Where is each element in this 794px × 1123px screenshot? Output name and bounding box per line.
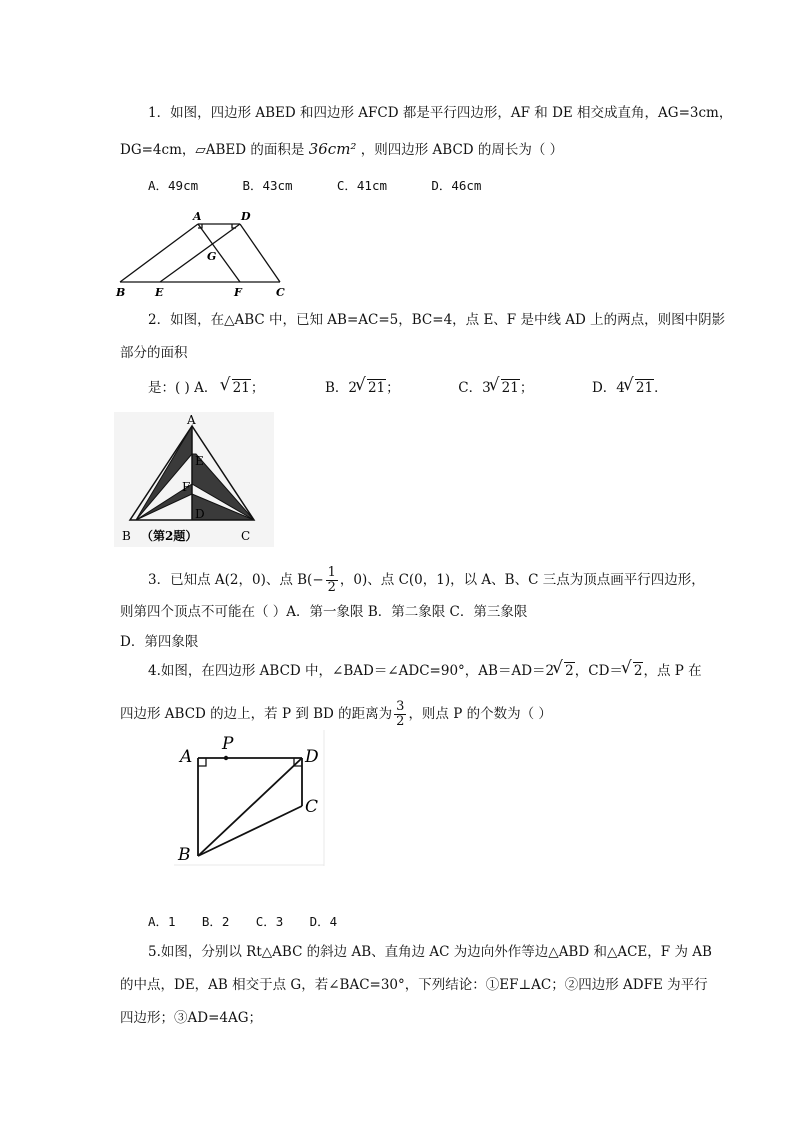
q4-label-b: B — [178, 845, 191, 865]
q1-seg-dc — [240, 224, 280, 282]
q2-option-a-sqrt[interactable] — [222, 378, 251, 398]
q4-sqrt-ab — [554, 661, 575, 681]
q2-label-d: D — [195, 507, 205, 521]
q2-radicand-b: 21 — [367, 380, 386, 396]
q4-option-c[interactable]: C．3 — [255, 914, 284, 929]
q2-stem: 是：( ) A． — [148, 380, 218, 396]
q2-label-e: E — [195, 454, 204, 468]
q1-label-b: B — [116, 286, 126, 299]
q3-line2: 则第四个顶点不可能在（ ）A．第一象限 B．第二象限 C．第三象限 — [120, 604, 528, 620]
q1-seg-af — [198, 224, 240, 282]
q4-label-d: D — [305, 747, 319, 767]
q2-label-a: A — [187, 413, 196, 427]
q2-label-f: F — [182, 480, 191, 494]
q4-line2-post: ，则点 P 的个数为（ ） — [408, 706, 552, 722]
q2-option-d[interactable]: D．4 — [591, 380, 625, 396]
q2-radicand-a: 21 — [232, 380, 250, 396]
q4-label-a: A — [180, 747, 193, 767]
q4-line2-pre: 四边形 ABCD 的边上，若 P 到 BD 的距离为 — [120, 706, 393, 722]
q3-line1 — [148, 566, 705, 595]
q3-fraction — [326, 566, 338, 595]
q1-line2-pre: DG=4cm，▱ABED 的面积是 — [120, 142, 305, 158]
q2-option-c-sqrt — [491, 378, 520, 398]
q4-right-angle-a — [198, 758, 206, 766]
q4-tail: ，点 P 在 — [643, 663, 702, 679]
q1-line2 — [120, 139, 563, 160]
q2-line2: 部分的面积 — [120, 345, 188, 361]
q1-label-e: E — [155, 286, 164, 299]
q1-label-c: C — [276, 286, 285, 299]
q4-seg-bc — [198, 806, 302, 856]
q4-line2 — [120, 700, 552, 729]
q1-label-a: A — [193, 210, 202, 223]
q4-sqrt-cd — [623, 661, 644, 681]
q2-sep-c: ； — [519, 380, 534, 396]
q1-seg-ab — [120, 224, 198, 282]
q5-line2: 的中点，DE，AB 相交于点 G，若∠BAC=30°，下列结论：①EF⊥AC；②四边形 ADFE 为平行 — [120, 977, 708, 993]
q4-frac-den: 2 — [396, 714, 405, 729]
q1-seg-ed — [160, 224, 240, 282]
q4-label-p: P — [222, 734, 234, 754]
q1-line2-post: ，则四边形 ABCD 的周长为（ ） — [360, 142, 564, 158]
q2-radicand-c: 21 — [501, 380, 519, 396]
q1-options — [148, 176, 521, 196]
q4-label-c: C — [305, 797, 319, 817]
q1-label-f: F — [234, 286, 242, 299]
q2-caption: （第2题） — [141, 529, 198, 543]
q4-option-a[interactable]: A．1 — [148, 914, 176, 929]
q4-cd: ，CD＝ — [574, 663, 623, 679]
q4-option-b[interactable]: B．2 — [201, 914, 230, 929]
q1-option-a[interactable]: A．49cm — [148, 178, 199, 193]
q5-line1: 5.如图，分别以 Rt△ABC 的斜边 AB、直角边 AC 为边向外作等边△ABD 和△ACE，F 为 AB — [148, 944, 712, 960]
q4-radicand-ab: 2 — [565, 663, 574, 679]
q2-label-c: C — [241, 529, 251, 543]
q2-option-d-sqrt — [625, 378, 654, 398]
q2-sep-a: ； — [250, 380, 265, 396]
q4-line1-text: 4.如图，在四边形 ABCD 中，∠BAD＝∠ADC=90°，AB＝AD＝2 — [148, 663, 555, 679]
q4-fraction — [394, 700, 406, 729]
q1-line1: 1．如图，四边形 ABED 和四边形 AFCD 都是平行四边形，AF 和 DE 相交成直角，AG=3cm， — [148, 105, 733, 121]
q3-frac-den: 2 — [327, 580, 336, 595]
q4-frac-num: 3 — [396, 699, 405, 714]
q3-post: ，0)、点 C(0，1)，以 A、B、C 三点为顶点画平行四边形， — [339, 572, 705, 588]
q3-line3: D．第四象限 — [120, 634, 199, 650]
q1-label-g: G — [207, 250, 217, 263]
q1-figure — [110, 208, 300, 300]
q4-point-p — [224, 756, 228, 760]
q1-option-c[interactable]: C．41cm — [336, 178, 388, 193]
q3-frac-num: 1 — [327, 565, 336, 580]
q2-option-c[interactable]: C．3 — [458, 380, 491, 396]
q2-options — [148, 378, 668, 398]
q2-option-b[interactable]: B．2 — [324, 380, 357, 396]
q2-line1: 2．如图，在△ABC 中，已知 AB=AC=5，BC=4，点 E、F 是中线 AD 上的两点，则图中阴影 — [148, 312, 726, 328]
q2-figure — [114, 412, 274, 547]
q1-option-d[interactable]: D．46cm — [431, 178, 482, 193]
q2-radicand-d: 21 — [635, 380, 654, 396]
q2-option-b-sqrt — [357, 378, 386, 398]
q1-label-d: D — [241, 210, 251, 223]
q3-pre: 3．已知点 A(2，0)、点 B(− — [148, 572, 324, 588]
q4-figure — [174, 730, 326, 866]
q1-option-b[interactable]: B．43cm — [242, 178, 293, 193]
q5-line3: 四边形；③AD=4AG； — [120, 1010, 263, 1026]
q2-end: ． — [654, 380, 668, 396]
q4-radicand-cd: 2 — [633, 663, 643, 679]
q1-area: 36cm² — [308, 140, 357, 158]
q4-seg-bd — [198, 758, 302, 856]
q4-line1 — [148, 661, 702, 681]
q2-label-b: B — [122, 529, 131, 543]
q2-sep-b: ； — [386, 380, 400, 396]
q4-option-d[interactable]: D．4 — [309, 914, 338, 929]
q4-options — [148, 912, 359, 932]
